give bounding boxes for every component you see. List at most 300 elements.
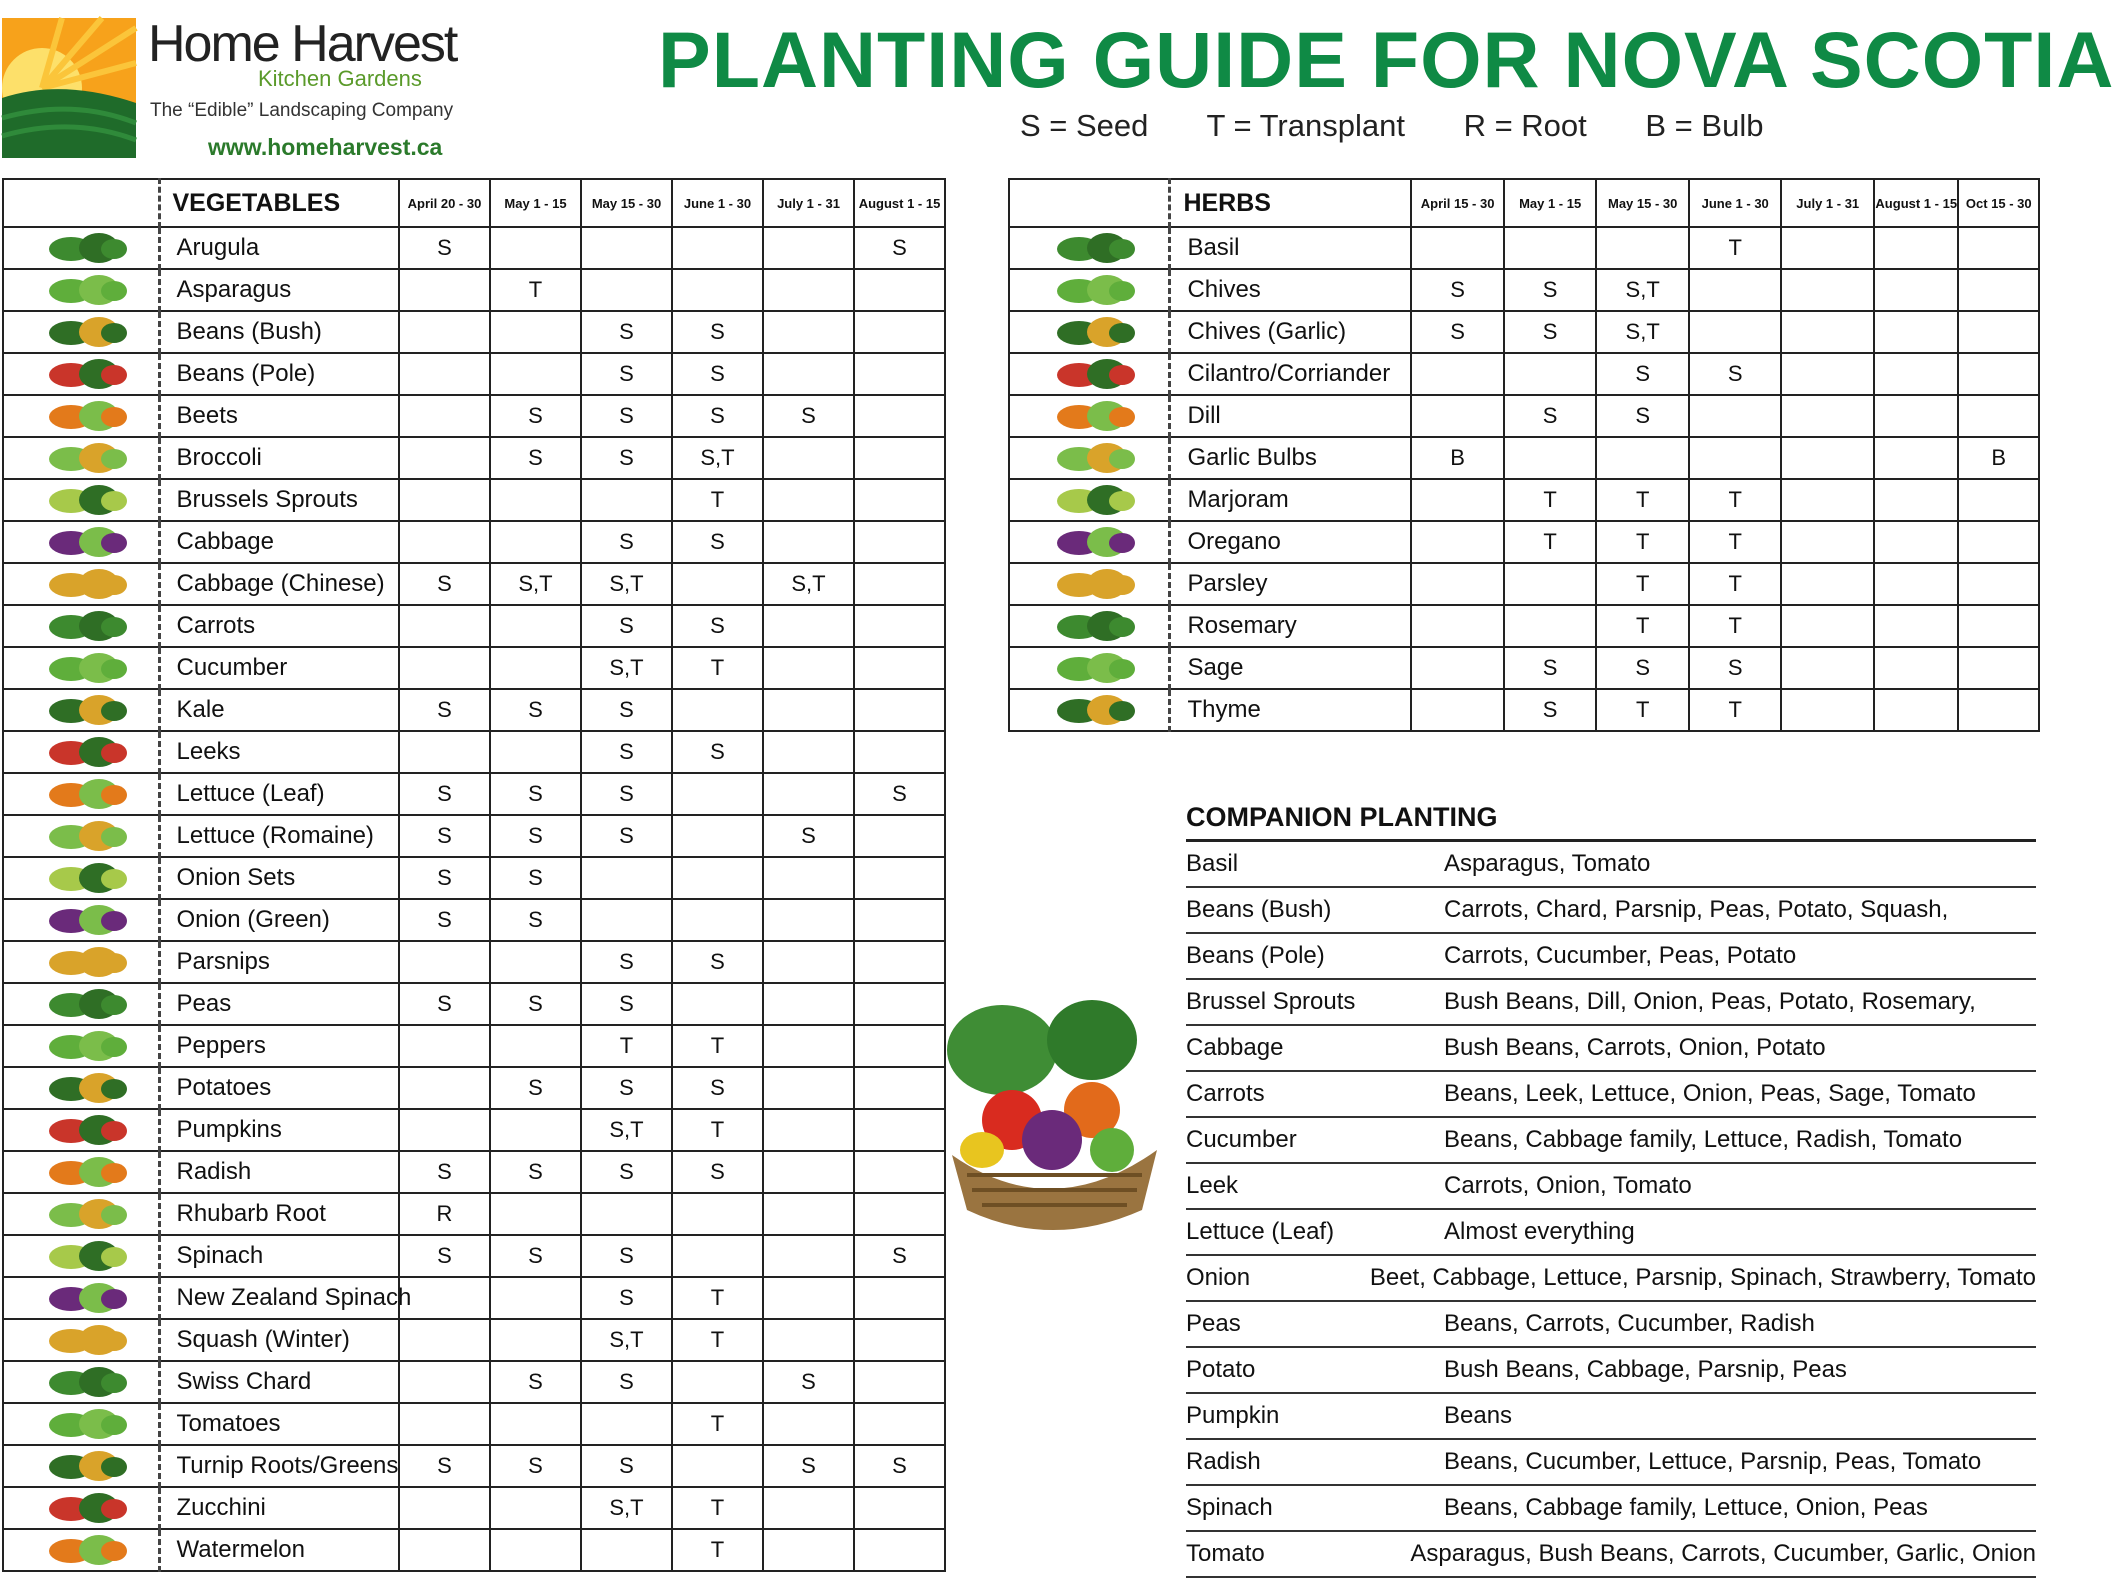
vegetable-schedule-cell: S,T: [581, 647, 672, 689]
vegetable-schedule-cell: [854, 1277, 945, 1319]
vegetable-schedule-cell: [399, 1487, 490, 1529]
vegetable-schedule-cell: [763, 1319, 854, 1361]
herbs-col-header: August 1 - 15: [1874, 179, 1958, 227]
vegetable-schedule-cell: S: [581, 395, 672, 437]
herb-row: [1009, 311, 2039, 353]
herbs-col-header: June 1 - 30: [1689, 179, 1782, 227]
herbs-col-header: Oct 15 - 30: [1958, 179, 2039, 227]
herb-row: [1009, 479, 2039, 521]
vegetable-schedule-cell: S: [581, 983, 672, 1025]
vegetable-thumbnail-icon: [31, 1113, 131, 1147]
companion-row: [1186, 1072, 2036, 1118]
vegetable-schedule-cell: T: [581, 1025, 672, 1067]
herb-schedule-cell: [1874, 479, 1958, 521]
vegetable-schedule-cell: [763, 857, 854, 899]
vegetable-row: [3, 1193, 945, 1235]
herbs-col-header: July 1 - 31: [1781, 179, 1874, 227]
vegetable-schedule-cell: S: [763, 1361, 854, 1403]
vegetable-row: [3, 731, 945, 773]
vegetable-thumbnail-icon: [31, 1071, 131, 1105]
herb-schedule-cell: [1874, 227, 1958, 269]
vegetable-schedule-cell: S: [490, 1151, 581, 1193]
herb-image-cell: [1009, 521, 1170, 563]
herb-schedule-cell: [1781, 353, 1874, 395]
herb-schedule-cell: S: [1411, 269, 1504, 311]
vegetable-schedule-cell: [490, 647, 581, 689]
vegetable-thumbnail-icon: [31, 1407, 131, 1441]
herb-schedule-cell: T: [1689, 479, 1782, 521]
vegetable-schedule-cell: [399, 353, 490, 395]
vegetable-thumbnail-icon: [31, 735, 131, 769]
vegetable-schedule-cell: S: [399, 563, 490, 605]
companion-plant: Cucumber: [1186, 1126, 1297, 1153]
herb-name: Garlic Bulbs: [1170, 437, 1411, 479]
vegetable-row: [3, 1361, 945, 1403]
herb-schedule-cell: [1411, 395, 1504, 437]
vegetable-schedule-cell: [854, 1067, 945, 1109]
vegetable-schedule-cell: [399, 1025, 490, 1067]
vegetable-schedule-cell: [399, 269, 490, 311]
herb-schedule-cell: [1958, 479, 2039, 521]
vegetable-image-cell: [3, 269, 159, 311]
vegetable-schedule-cell: [763, 773, 854, 815]
vegetable-schedule-cell: [581, 899, 672, 941]
herb-schedule-cell: [1874, 563, 1958, 605]
vegetables-heading: VEGETABLES: [159, 179, 399, 227]
vegetable-name: New Zealand Spinach: [159, 1277, 399, 1319]
companion-plant: Cabbage: [1186, 1034, 1284, 1061]
herb-image-cell: [1009, 689, 1170, 731]
vegetable-schedule-cell: [854, 1109, 945, 1151]
vegetable-image-cell: [3, 1193, 159, 1235]
vegetable-name: Zucchini: [159, 1487, 399, 1529]
vegetable-row: [3, 857, 945, 899]
vegetable-schedule-cell: S,T: [672, 437, 763, 479]
herb-schedule-cell: S: [1689, 353, 1782, 395]
vegetable-row: [3, 983, 945, 1025]
vegetable-schedule-cell: T: [672, 1025, 763, 1067]
vegetable-schedule-cell: [399, 479, 490, 521]
vegetable-schedule-cell: S: [399, 1235, 490, 1277]
herb-schedule-cell: [1411, 227, 1504, 269]
vegetable-schedule-cell: [490, 521, 581, 563]
herb-row: [1009, 689, 2039, 731]
herb-schedule-cell: S: [1504, 395, 1597, 437]
herb-row: [1009, 521, 2039, 563]
vegetable-row: [3, 521, 945, 563]
herb-schedule-cell: [1958, 563, 2039, 605]
vegetable-schedule-cell: S: [763, 395, 854, 437]
vegetable-schedule-cell: [399, 1361, 490, 1403]
vegetable-schedule-cell: [763, 605, 854, 647]
vegetables-col-header: August 1 - 15: [854, 179, 945, 227]
vegetable-schedule-cell: S,T: [490, 563, 581, 605]
vegetable-name: Tomatoes: [159, 1403, 399, 1445]
herb-schedule-cell: [1874, 269, 1958, 311]
companion-plant: Pumpkin: [1186, 1402, 1280, 1429]
vegetable-image-cell: [3, 815, 159, 857]
vegetable-schedule-cell: S,T: [581, 1319, 672, 1361]
home-harvest-logo: [2, 18, 136, 158]
vegetable-schedule-cell: T: [672, 647, 763, 689]
legend-seed: S = Seed: [1020, 108, 1149, 143]
vegetable-schedule-cell: [763, 647, 854, 689]
vegetable-schedule-cell: S: [854, 773, 945, 815]
vegetable-schedule-cell: [854, 353, 945, 395]
herb-schedule-cell: [1781, 269, 1874, 311]
vegetable-schedule-cell: [490, 1277, 581, 1319]
vegetable-row: [3, 1319, 945, 1361]
herb-name: Sage: [1170, 647, 1411, 689]
herb-name: Parsley: [1170, 563, 1411, 605]
companion-plant: Brussel Sprouts: [1186, 988, 1356, 1015]
vegetable-row: [3, 773, 945, 815]
vegetable-schedule-cell: [672, 815, 763, 857]
vegetable-schedule-cell: [763, 269, 854, 311]
vegetable-schedule-cell: [763, 1487, 854, 1529]
brand-url-link[interactable]: www.homeharvest.ca: [208, 134, 443, 160]
vegetable-schedule-cell: T: [672, 1487, 763, 1529]
herb-schedule-cell: S: [1411, 311, 1504, 353]
vegetable-name: Beets: [159, 395, 399, 437]
vegetable-schedule-cell: [399, 1319, 490, 1361]
vegetable-schedule-cell: S: [399, 983, 490, 1025]
vegetable-schedule-cell: [763, 1025, 854, 1067]
herb-thumbnail-icon: [1039, 315, 1139, 349]
vegetable-name: Lettuce (Leaf): [159, 773, 399, 815]
vegetable-image-cell: [3, 1109, 159, 1151]
vegetable-row: [3, 1235, 945, 1277]
vegetable-schedule-cell: [672, 689, 763, 731]
herbs-col-header: May 15 - 30: [1596, 179, 1689, 227]
vegetable-row: [3, 1487, 945, 1529]
herb-schedule-cell: [1504, 353, 1597, 395]
vegetable-name: Lettuce (Romaine): [159, 815, 399, 857]
vegetable-thumbnail-icon: [31, 1281, 131, 1315]
vegetable-schedule-cell: S: [490, 857, 581, 899]
herb-schedule-cell: [1411, 689, 1504, 731]
vegetables-col-header: May 15 - 30: [581, 179, 672, 227]
vegetable-schedule-cell: S: [854, 1235, 945, 1277]
vegetable-name: Kale: [159, 689, 399, 731]
vegetable-schedule-cell: [763, 1403, 854, 1445]
vegetable-schedule-cell: [490, 1487, 581, 1529]
vegetables-col-header: June 1 - 30: [672, 179, 763, 227]
vegetable-row: [3, 647, 945, 689]
vegetable-row: [3, 1403, 945, 1445]
herb-schedule-cell: [1958, 311, 2039, 353]
vegetable-thumbnail-icon: [31, 861, 131, 895]
vegetable-schedule-cell: [763, 227, 854, 269]
vegetable-schedule-cell: S: [490, 395, 581, 437]
herb-schedule-cell: [1689, 437, 1782, 479]
vegetable-schedule-cell: [763, 899, 854, 941]
vegetable-schedule-cell: [854, 815, 945, 857]
vegetable-name: Turnip Roots/Greens: [159, 1445, 399, 1487]
vegetable-row: [3, 227, 945, 269]
vegetable-image-cell: [3, 689, 159, 731]
vegetable-name: Leeks: [159, 731, 399, 773]
vegetable-schedule-cell: [490, 353, 581, 395]
companion-plant: Leek: [1186, 1172, 1239, 1199]
vegetable-schedule-cell: [854, 1403, 945, 1445]
herb-thumbnail-icon: [1039, 525, 1139, 559]
vegetable-schedule-cell: S: [399, 1445, 490, 1487]
vegetable-image-cell: [3, 521, 159, 563]
vegetable-thumbnail-icon: [31, 693, 131, 727]
vegetable-schedule-cell: S: [581, 311, 672, 353]
vegetable-schedule-cell: S: [581, 1067, 672, 1109]
vegetable-thumbnail-icon: [31, 651, 131, 685]
vegetable-schedule-cell: S: [399, 1151, 490, 1193]
herb-thumbnail-icon: [1039, 273, 1139, 307]
vegetable-name: Peppers: [159, 1025, 399, 1067]
companion-row: [1186, 842, 2036, 888]
vegetable-schedule-cell: [672, 773, 763, 815]
herbs-header-row: [1009, 179, 2039, 227]
herb-schedule-cell: S: [1596, 395, 1689, 437]
vegetable-schedule-cell: [763, 689, 854, 731]
vegetable-name: Brussels Sprouts: [159, 479, 399, 521]
herb-schedule-cell: T: [1596, 563, 1689, 605]
vegetable-image-cell: [3, 899, 159, 941]
companion-list: Beans: [1444, 1402, 1513, 1429]
vegetable-name: Parsnips: [159, 941, 399, 983]
vegetable-schedule-cell: [763, 1277, 854, 1319]
vegetable-image-cell: [3, 437, 159, 479]
vegetable-schedule-cell: [581, 857, 672, 899]
herb-schedule-cell: S: [1504, 689, 1597, 731]
vegetable-image-cell: [3, 563, 159, 605]
companion-list: Carrots, Chard, Parsnip, Peas, Potato, Squash,: [1444, 896, 1949, 923]
herb-row: [1009, 647, 2039, 689]
vegetable-name: Carrots: [159, 605, 399, 647]
vegetable-image-cell: [3, 983, 159, 1025]
herb-image-cell: [1009, 395, 1170, 437]
vegetable-schedule-cell: [490, 1025, 581, 1067]
herb-schedule-cell: [1958, 269, 2039, 311]
companion-list: Bush Beans, Cabbage, Parsnip, Peas: [1444, 1356, 1847, 1383]
vegetable-schedule-cell: S: [672, 731, 763, 773]
vegetable-image-cell: [3, 353, 159, 395]
vegetable-image-cell: [3, 941, 159, 983]
vegetable-schedule-cell: S: [581, 941, 672, 983]
vegetables-col-header: April 20 - 30: [399, 179, 490, 227]
vegetable-thumbnail-icon: [31, 567, 131, 601]
vegetable-row: [3, 479, 945, 521]
herb-thumbnail-icon: [1039, 609, 1139, 643]
herb-thumbnail-icon: [1039, 693, 1139, 727]
vegetable-thumbnail-icon: [31, 987, 131, 1021]
companion-list: Beans, Carrots, Cucumber, Radish: [1444, 1310, 1815, 1337]
vegetable-schedule-cell: [399, 941, 490, 983]
herb-schedule-cell: [1504, 563, 1597, 605]
vegetable-thumbnail-icon: [31, 1449, 131, 1483]
herb-name: Marjoram: [1170, 479, 1411, 521]
herb-schedule-cell: [1689, 269, 1782, 311]
vegetable-thumbnail-icon: [31, 1155, 131, 1189]
herb-schedule-cell: [1958, 395, 2039, 437]
vegetable-schedule-cell: [672, 899, 763, 941]
vegetable-schedule-cell: S: [672, 605, 763, 647]
herb-image-cell: [1009, 353, 1170, 395]
herb-schedule-cell: [1781, 647, 1874, 689]
herb-schedule-cell: S: [1689, 647, 1782, 689]
vegetable-schedule-cell: [854, 857, 945, 899]
herb-schedule-cell: [1958, 689, 2039, 731]
companion-plant: Beans (Pole): [1186, 942, 1325, 969]
vegetable-schedule-cell: S: [581, 437, 672, 479]
vegetable-name: Cucumber: [159, 647, 399, 689]
herb-schedule-cell: [1781, 311, 1874, 353]
vegetable-schedule-cell: [763, 1151, 854, 1193]
companion-row: [1186, 1118, 2036, 1164]
vegetable-image-cell: [3, 1235, 159, 1277]
vegetable-schedule-cell: [763, 941, 854, 983]
vegetable-schedule-cell: [763, 1235, 854, 1277]
vegetable-schedule-cell: T: [672, 479, 763, 521]
vegetable-schedule-cell: [854, 731, 945, 773]
vegetable-schedule-cell: [854, 899, 945, 941]
vegetable-schedule-cell: S: [672, 1151, 763, 1193]
herb-schedule-cell: [1874, 689, 1958, 731]
brand-tagline: The “Edible” Landscaping Company: [150, 100, 454, 121]
vegetable-image-cell: [3, 311, 159, 353]
vegetable-schedule-cell: [399, 311, 490, 353]
vegetable-schedule-cell: S: [490, 1067, 581, 1109]
herb-thumbnail-icon: [1039, 567, 1139, 601]
vegetable-image-cell: [3, 1529, 159, 1571]
vegetable-schedule-cell: [763, 353, 854, 395]
vegetable-thumbnail-icon: [31, 945, 131, 979]
vegetable-image-cell: [3, 395, 159, 437]
vegetable-schedule-cell: S: [581, 605, 672, 647]
vegetable-thumbnail-icon: [31, 441, 131, 475]
herb-schedule-cell: S,T: [1596, 311, 1689, 353]
herb-schedule-cell: T: [1689, 605, 1782, 647]
companion-plant: Spinach: [1186, 1494, 1273, 1521]
herb-thumbnail-icon: [1039, 441, 1139, 475]
vegetable-schedule-cell: S: [399, 899, 490, 941]
vegetable-schedule-cell: S: [672, 941, 763, 983]
vegetable-schedule-cell: S: [490, 689, 581, 731]
herb-schedule-cell: [1411, 521, 1504, 563]
vegetable-row: [3, 1529, 945, 1571]
herb-schedule-cell: [1689, 311, 1782, 353]
vegetable-name: Beans (Bush): [159, 311, 399, 353]
vegetable-schedule-cell: T: [490, 269, 581, 311]
vegetable-row: [3, 1277, 945, 1319]
vegetable-image-cell: [3, 1445, 159, 1487]
vegetable-schedule-cell: [854, 1025, 945, 1067]
vegetable-image-cell: [3, 1361, 159, 1403]
herb-schedule-cell: [1596, 227, 1689, 269]
vegetable-schedule-cell: S,T: [581, 1109, 672, 1151]
vegetable-schedule-cell: [399, 731, 490, 773]
legend: [1020, 108, 1813, 144]
vegetable-schedule-cell: [581, 479, 672, 521]
companion-row: [1186, 888, 2036, 934]
vegetable-schedule-cell: S: [672, 311, 763, 353]
legend-root: R = Root: [1463, 108, 1587, 143]
herb-schedule-cell: [1958, 647, 2039, 689]
herb-image-cell: [1009, 479, 1170, 521]
companion-row: [1186, 934, 2036, 980]
vegetable-name: Pumpkins: [159, 1109, 399, 1151]
vegetable-schedule-cell: [672, 1361, 763, 1403]
vegetable-row: [3, 1151, 945, 1193]
vegetable-row: [3, 311, 945, 353]
herb-name: Dill: [1170, 395, 1411, 437]
vegetable-image-cell: [3, 1151, 159, 1193]
vegetable-name: Spinach: [159, 1235, 399, 1277]
vegetable-image-cell: [3, 1403, 159, 1445]
vegetable-name: Rhubarb Root: [159, 1193, 399, 1235]
herb-schedule-cell: [1411, 563, 1504, 605]
vegetable-image-cell: [3, 1487, 159, 1529]
companion-plant: Carrots: [1186, 1080, 1265, 1107]
herb-schedule-cell: [1958, 227, 2039, 269]
herb-schedule-cell: [1781, 227, 1874, 269]
vegetable-thumbnail-icon: [31, 1239, 131, 1273]
vegetable-schedule-cell: [854, 1151, 945, 1193]
vegetable-schedule-cell: [490, 1193, 581, 1235]
vegetable-schedule-cell: [854, 1487, 945, 1529]
vegetable-schedule-cell: S,T: [581, 563, 672, 605]
vegetable-name: Radish: [159, 1151, 399, 1193]
companion-list: Beet, Cabbage, Lettuce, Parsnip, Spinach, Strawberry, Tomato: [1369, 1264, 2036, 1291]
herb-schedule-cell: T: [1596, 479, 1689, 521]
vegetable-image-cell: [3, 1025, 159, 1067]
vegetable-thumbnail-icon: [31, 1365, 131, 1399]
herb-row: [1009, 269, 2039, 311]
herb-name: Chives: [1170, 269, 1411, 311]
herb-schedule-cell: [1411, 647, 1504, 689]
vegetable-schedule-cell: S: [763, 815, 854, 857]
vegetable-thumbnail-icon: [31, 609, 131, 643]
herb-schedule-cell: S,T: [1596, 269, 1689, 311]
companion-list: Beans, Cabbage family, Lettuce, Radish, Tomato: [1444, 1126, 1963, 1153]
vegetable-schedule-cell: S: [490, 815, 581, 857]
herb-image-cell: [1009, 269, 1170, 311]
vegetable-schedule-cell: [672, 269, 763, 311]
herb-schedule-cell: T: [1689, 689, 1782, 731]
vegetable-schedule-cell: S: [581, 521, 672, 563]
herb-row: [1009, 395, 2039, 437]
companion-planting-section: [1186, 802, 2036, 1578]
sunrise-field-icon: [2, 18, 136, 158]
herb-schedule-cell: S: [1504, 311, 1597, 353]
companion-list: Beans, Cabbage family, Lettuce, Onion, Peas: [1444, 1494, 1928, 1521]
vegetable-schedule-cell: S: [490, 773, 581, 815]
herb-name: Cilantro/Corriander: [1170, 353, 1411, 395]
vegetable-schedule-cell: S,T: [581, 1487, 672, 1529]
vegetable-schedule-cell: [490, 479, 581, 521]
vegetable-schedule-cell: [854, 563, 945, 605]
vegetable-schedule-cell: [490, 1529, 581, 1571]
vegetable-thumbnail-icon: [31, 1533, 131, 1567]
vegetable-schedule-cell: [854, 1319, 945, 1361]
herb-row: [1009, 353, 2039, 395]
herb-name: Chives (Garlic): [1170, 311, 1411, 353]
vegetable-row: [3, 563, 945, 605]
vegetable-schedule-cell: S: [581, 353, 672, 395]
vegetable-thumbnail-icon: [31, 525, 131, 559]
companion-plant: Potato: [1186, 1356, 1256, 1383]
vegetable-schedule-cell: [672, 983, 763, 1025]
vegetable-schedule-cell: S: [854, 1445, 945, 1487]
vegetable-thumbnail-icon: [31, 1029, 131, 1063]
